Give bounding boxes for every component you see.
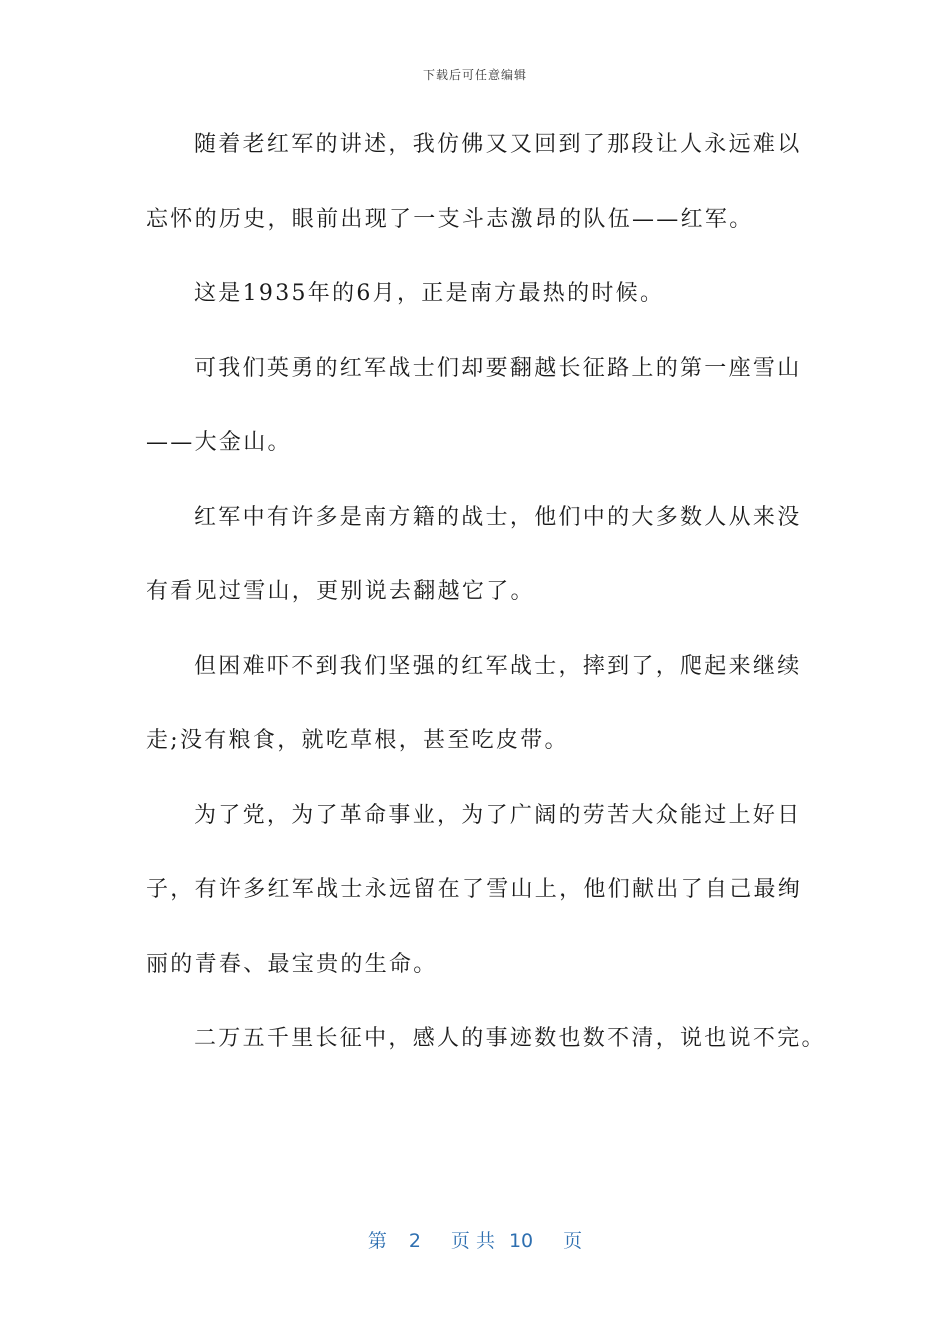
paragraph-line: 但困难吓不到我们坚强的红军战士，摔到了，爬起来继续 [194,653,802,679]
paragraph-line: 子，有许多红军战士永远留在了雪山上，他们献出了自己最绚 [146,877,803,902]
paragraph-line: 可我们英勇的红军战士们却要翻越长征路上的第一座雪山 [194,355,802,381]
total-pages-number: 10 [508,1230,534,1252]
paragraph-line: 红军中有许多是南方籍的战士，他们中的大多数人从来没 [194,504,802,530]
document-body [146,120,826,1089]
paragraph-line: 这是1935年的6月，正是南方最热的时候。 [194,281,665,306]
page-footer [0,1226,950,1253]
header-note: 下载后可任意编辑 [422,68,527,82]
footer-prefix: 第 [367,1230,387,1252]
paragraph-line: 为了党，为了革命事业，为了广阔的劳苦大众能过上好日 [194,802,802,828]
paragraph-line: 丽的青春、最宝贵的生命。 [146,951,438,977]
paragraph-line: 走;没有粮食，就吃草根，甚至吃皮带。 [146,728,569,753]
paragraph-line: 二万五千里长征中，感人的事迹数也数不清，说也说不完。 [194,1026,826,1051]
footer-middle: 页 共 [450,1230,495,1252]
footer-suffix: 页 [563,1230,583,1252]
paragraph-line: 随着老红军的讲述，我仿佛又又回到了那段让人永远难以 [194,132,802,157]
paragraph-line: 有看见过雪山，更别说去翻越它了。 [146,579,535,604]
paragraph-line: 忘怀的历史，眼前出现了一支斗志激昂的队伍——红军。 [146,206,754,232]
paragraph-line: ——大金山。 [146,430,292,455]
current-page-number: 2 [408,1230,421,1252]
